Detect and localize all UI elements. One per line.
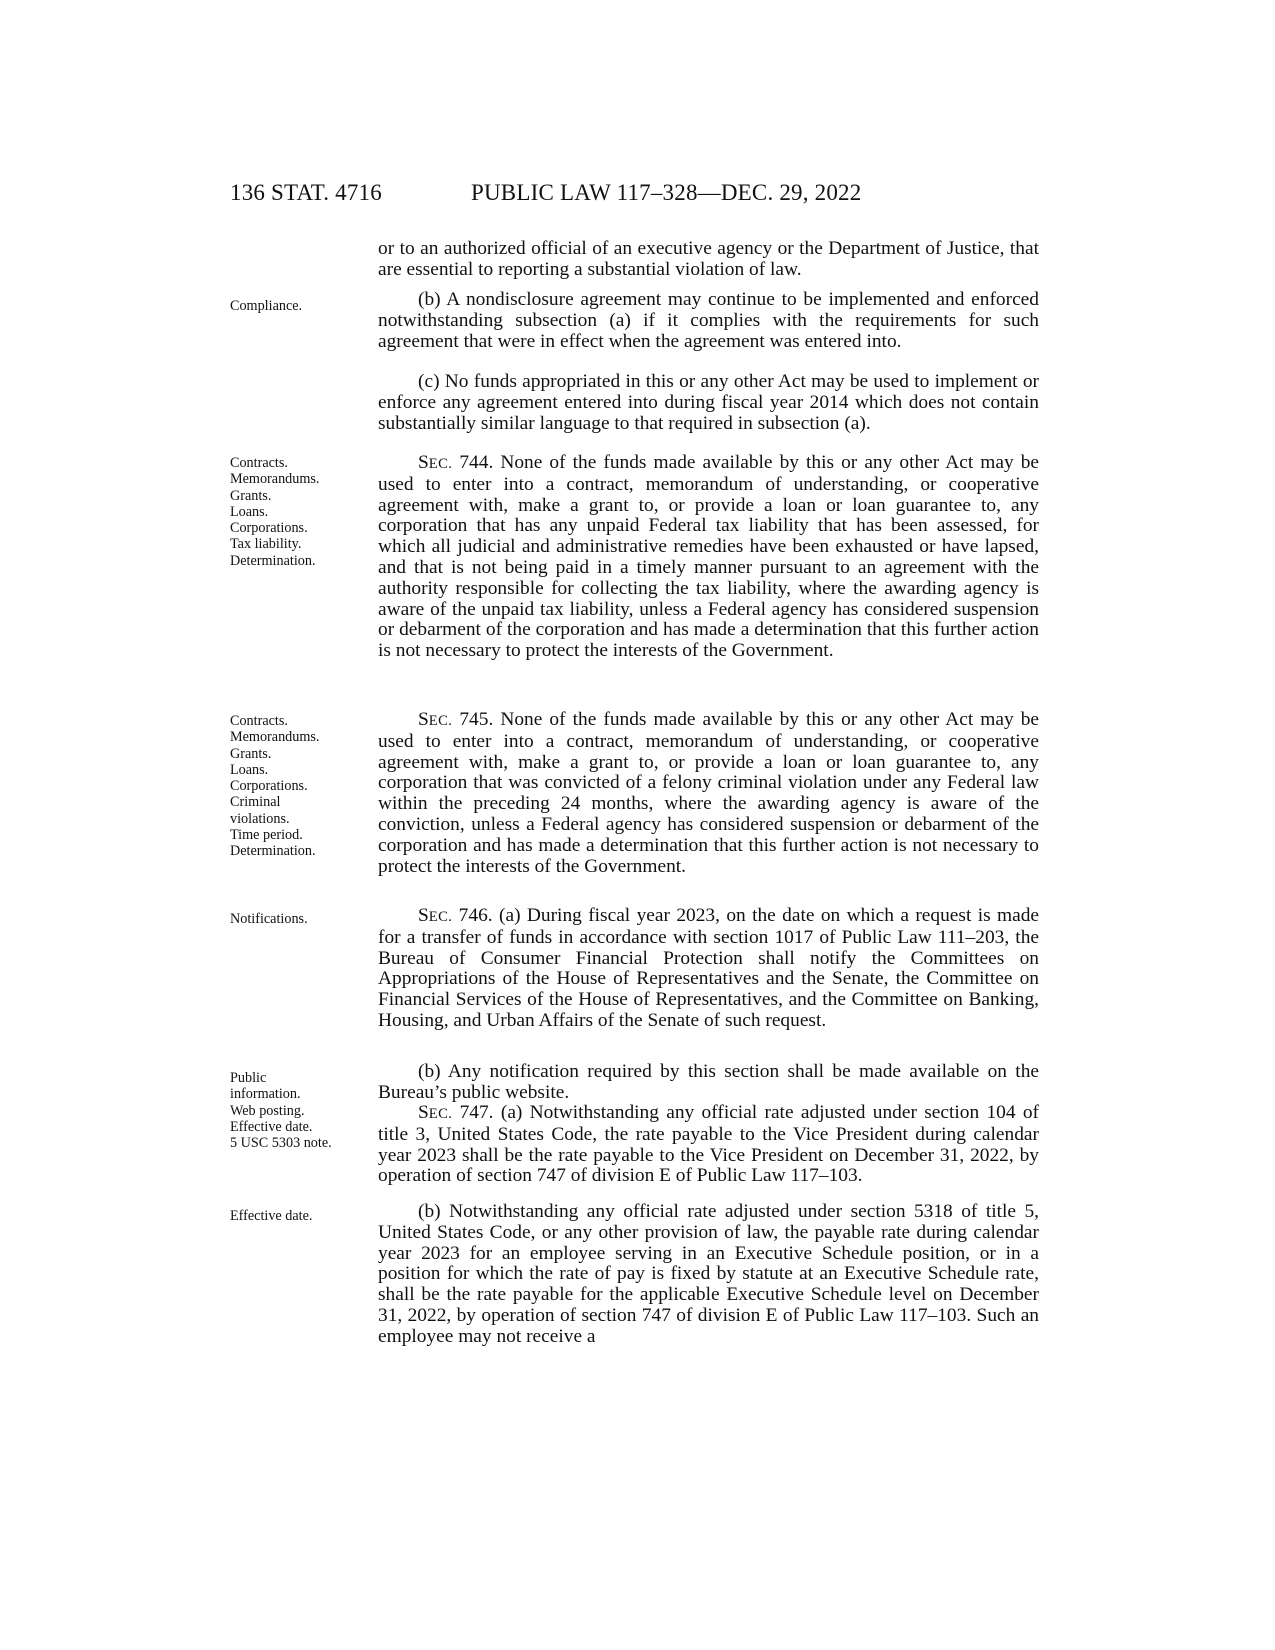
margin-note-sec-744: Contracts. Memorandums. Grants. Loans. Corporations. Tax liability. Determination. [230,455,320,569]
section-number-744: SEC. 744. [418,452,494,473]
section-number-745: SEC. 745. [418,709,494,730]
section-number-746: SEC. 746. [418,905,493,926]
page-header [0,180,1275,220]
section-number-747: SEC. 747. [418,1102,494,1123]
margin-note-sec-746b: Public information. Web posting. Effective date. 5 USC 5303 note. [230,1070,332,1152]
section-747a-text: (a) Notwithstanding any official rate adjusted under section 104 of title 3, United States Code, the rate payable to the Vice President during calendar year 2023 shall be the rate payable to the Vice President on December 31, 2022, by operation of section 747 of division E of Public Law 117–103. [378,1102,1040,1187]
margin-note-sec-747b: Effective date. [230,1208,313,1224]
paragraph-sec-744 [378,453,1039,662]
margin-note-compliance: Compliance. [230,298,303,314]
section-746a-text: (a) During fiscal year 2023, on the date on which a request is made for a transfer of funds in accordance with section 1017 of Public Law 111–203, the Bureau of Consumer Financial Protection shall notify the Committees on Appropriations of the House of Representatives and the Senate, the Committee on Financial Services of the House of Representatives, and the Committee on Banking, Housing, and Urban Affairs of the Senate of such request. [378,905,1040,1031]
paragraph-743b: (b) A nondisclosure agreement may continue to be implemented and enforced notwithstanding subsection (a) if it complies with the requirements for such agreement that were in effect when the agreement was entered into. [378,289,1039,352]
paragraph-sec-747b: (b) Notwithstanding any official rate adjusted under section 5318 of title 5, United States Code, or any other provision of law, the payable rate during calendar year 2023 for an employee serving in an Executive Schedule position, or in a position for which the rate of pay is fixed by statute at an Executive Schedule rate, shall be the rate payable for the applicable Executive Schedule level on December 31, 2022, by operation of section 747 of division E of Public Law 117–103. Such an employee may not receive a [378,1201,1039,1347]
paragraph-sec-746a [378,906,1039,1032]
paragraph-continuation: or to an authorized official of an executive agency or the Department of Justice, that are essential to reporting a substantial violation of law. [378,238,1039,280]
stat-page-number: 136 STAT. 4716 [230,180,382,205]
paragraph-sec-747a [378,1103,1039,1187]
paragraph-sec-745 [378,710,1039,877]
margin-note-sec-745: Contracts. Memorandums. Grants. Loans. Corporations. Criminal violations. Time period. Determination. [230,713,320,860]
public-law-title: PUBLIC LAW 117–328—DEC. 29, 2022 [471,180,862,205]
margin-note-sec-746: Notifications. [230,911,308,927]
section-745-text: None of the funds made available by this or any other Act may be used to enter into a contract, memorandum of understanding, or cooperative agreement with, make a grant to, or provide a loan or loan guarantee to, any corporation that was convicted of a felony criminal violation under any Federal law within the preceding 24 months, where the awarding agency is aware of the conviction, unless a Federal agency has considered suspension or debarment of the corporation and has made a determination that this further action is not necessary to protect the interests of the Government. [378,709,1039,877]
paragraph-sec-746b: (b) Any notification required by this section shall be made available on the Bureau’s public website. [378,1061,1039,1103]
paragraph-743c: (c) No funds appropriated in this or any other Act may be used to implement or enforce any agreement entered into during fiscal year 2014 which does not contain substantially similar language to that required in subsection (a). [378,371,1039,434]
section-744-text: None of the funds made available by this or any other Act may be used to enter into a contract, memorandum of understanding, or cooperative agreement with, make a grant to, or provide a loan or loan guarantee to, any corporation that has any unpaid Federal tax liability that has been assessed, for which all judicial and administrative remedies have been exhausted or have lapsed, and that is not being paid in a timely manner pursuant to an agreement with the authority responsible for collecting the tax liability, where the awarding agency is aware of the unpaid tax liability, unless a Federal agency has considered suspension or debarment of the corporation and has made a determination that this further action is not necessary to protect the interests of the Government. [378,452,1039,662]
